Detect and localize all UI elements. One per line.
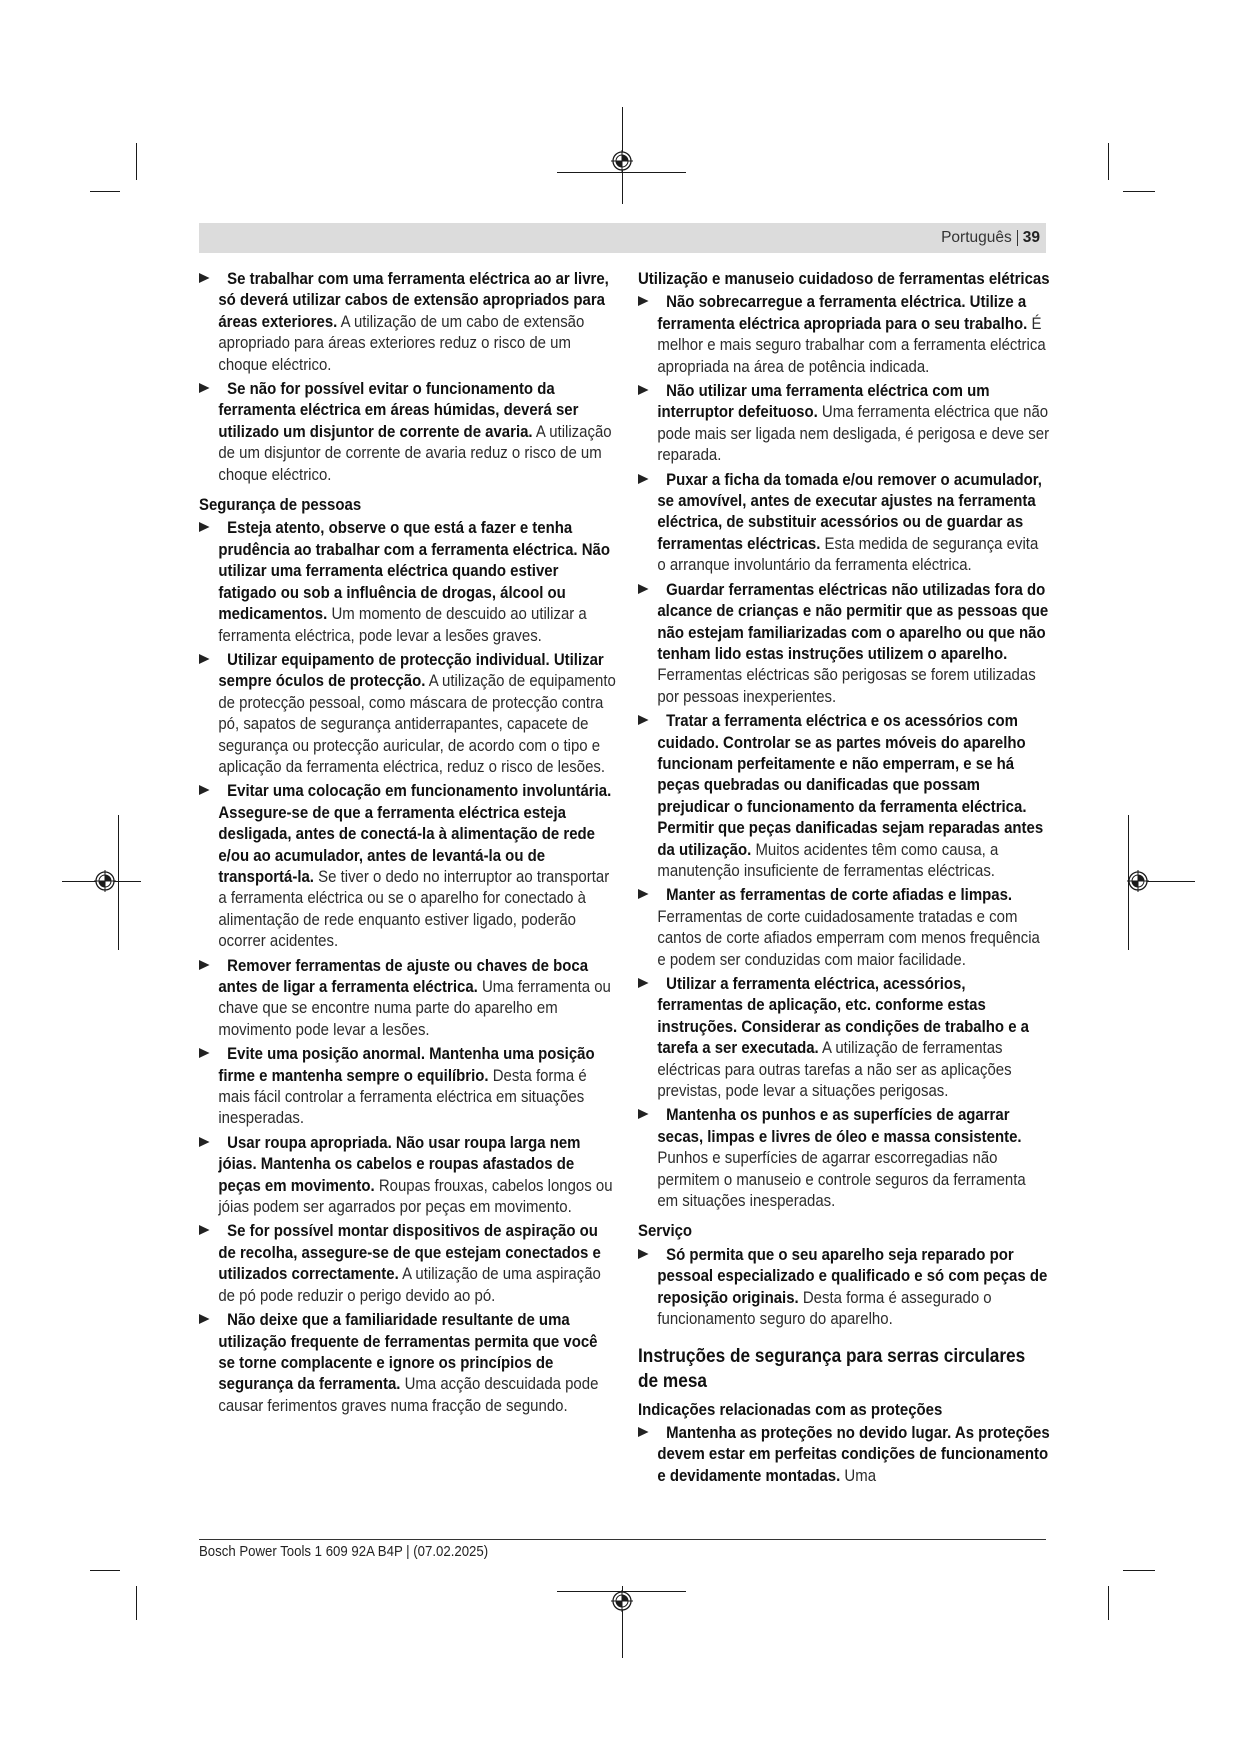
safety-instruction <box>638 469 1050 576</box>
right-column-content <box>638 268 1050 1486</box>
bullet-arrow-icon <box>199 1137 210 1147</box>
section-subheading: Indicações relacionadas com as proteções <box>638 1399 943 1419</box>
page-number: 39 <box>1022 229 1040 246</box>
safety-instruction <box>638 579 1050 707</box>
left-column-content <box>199 268 616 1416</box>
bullet-arrow-icon <box>638 1249 649 1259</box>
crop-mark <box>1123 191 1155 192</box>
instruction-emphasis: Não utilizar uma ferramenta eléctrica com um interruptor defeituoso. <box>657 381 990 422</box>
header-language: Português <box>941 229 1012 246</box>
instruction-emphasis: Mantenha as proteções no devido lugar. As proteções devem estar em perfeitas condições de funcionamento e devidamente montadas. <box>657 1422 1050 1485</box>
bullet-arrow-icon <box>199 1225 210 1235</box>
instruction-explanation: Uma ferramenta ou chave que se encontre numa parte do aparelho em movimento pode levar a lesões. <box>218 977 611 1039</box>
registration-mark-icon <box>610 149 634 173</box>
instruction-explanation: Uma acção descuidada pode causar ferimentos graves numa fracção de segundo. <box>218 1374 599 1415</box>
instruction-explanation: A utilização de ferramentas eléctricas para outras tarefas a não ser as aplicações previstas, pode levar a situações perigosas. <box>657 1038 1012 1101</box>
instruction-explanation: Roupas frouxas, cabelos longos ou jóias podem ser agarrados por peças em movimento. <box>218 1175 613 1217</box>
registration-mark-icon <box>610 1589 634 1613</box>
bullet-arrow-icon <box>199 785 210 795</box>
right-column <box>638 268 1050 1489</box>
instruction-explanation: Uma ferramenta eléctrica que não pode mais ser ligada nem desligada, é perigosa e deve ser reparada. <box>657 402 1050 465</box>
instruction-explanation: A utilização de equipamento de protecção pessoal, como máscara de protecção contra pó, sapatos de segurança antiderrapantes, capacete de segurança ou protecção auricular, de acordo com o tipo e aplicação da ferramenta eléctrica, reduz o risco de lesões. <box>218 671 616 776</box>
instruction-emphasis: Se não for possível evitar o funcionamento da ferramenta eléctrica em áreas húmidas, deverá ser utilizado um disjuntor de corrente de avaria. <box>218 379 579 441</box>
bullet-arrow-icon <box>638 978 649 988</box>
section-heading: Utilização e manuseio cuidadoso de ferramentas elétricas <box>638 269 1050 288</box>
safety-instruction <box>199 780 616 951</box>
safety-instruction <box>199 955 616 1041</box>
bullet-arrow-icon <box>638 385 649 395</box>
chapter-title: Instruções de segurança para serras circulares de mesa <box>638 1344 1026 1392</box>
instruction-emphasis: Utilizar a ferramenta eléctrica, acessórios, ferramentas de aplicação, etc. conforme estas instruções. Considerar as condições de trabalho e a tarefa a ser executada. <box>657 974 1029 1058</box>
safety-instruction <box>199 1043 616 1129</box>
bullet-arrow-icon <box>638 474 649 484</box>
safety-instruction <box>199 1309 616 1416</box>
instruction-emphasis: Puxar a ficha da tomada e/ou remover o acumulador, se amovível, antes de executar ajustes na ferramenta eléctrica, de substituir acessórios ou de guardar as ferramentas eléctricas. <box>657 469 1042 553</box>
instruction-explanation: Esta medida de segurança evita o arranque involuntário da ferramenta eléctrica. <box>657 533 1039 575</box>
instruction-explanation: A utilização de um cabo de extensão apropriado para áreas exteriores reduz o risco de um choque eléctrico. <box>218 311 585 374</box>
bullet-arrow-icon <box>638 584 649 594</box>
safety-instruction <box>638 973 1050 1101</box>
running-header <box>199 223 1046 253</box>
bullet-arrow-icon <box>638 1109 649 1119</box>
instruction-emphasis: Só permita que o seu aparelho seja reparado por pessoal especializado e qualificado e só com peças de reposição originais. <box>657 1244 1048 1307</box>
safety-instruction <box>199 517 616 645</box>
safety-instruction <box>199 268 616 375</box>
instruction-explanation: Ferramentas eléctricas são perigosas se forem utilizadas por pessoas inexperientes. <box>657 665 1036 706</box>
instruction-emphasis: Não sobrecarregue a ferramenta eléctrica. Utilize a ferramenta eléctrica apropriada para o seu trabalho. <box>657 292 1028 333</box>
instruction-explanation: A utilização de uma aspiração de pó pode reduzir o perigo devido ao pó. <box>218 1264 601 1305</box>
crop-mark <box>90 1570 120 1571</box>
instruction-emphasis: Manter as ferramentas de corte afiadas e limpas. <box>666 885 1013 905</box>
instruction-explanation: Punhos e superfícies de agarrar escorregadias não permitem o manuseio e controle seguros da ferramenta em situações inesperadas. <box>657 1148 1026 1211</box>
safety-instruction <box>199 1220 616 1306</box>
instruction-emphasis: Tratar a ferramenta eléctrica e os acessórios com cuidado. Controlar se as partes móveis do aparelho funcionam perfeitamente e não emperram, e se há peças quebradas ou danificadas que possam prejudicar o funcionamento da ferramenta eléctrica. Permitir que peças danificadas sejam reparadas antes da utilização. <box>657 711 1044 859</box>
crop-mark <box>90 191 120 192</box>
instruction-emphasis: Se trabalhar com uma ferramenta eléctrica ao ar livre, só deverá utilizar cabos de extensão apropriados para áreas exteriores. <box>218 269 609 331</box>
bullet-arrow-icon <box>199 1048 210 1058</box>
instruction-emphasis: Usar roupa apropriada. Não usar roupa larga nem jóias. Mantenha os cabelos e roupas afastados de peças em movimento. <box>218 1132 581 1195</box>
section-heading: Serviço <box>638 1221 693 1241</box>
bullet-arrow-icon <box>638 1427 649 1437</box>
footer-imprint: Bosch Power Tools 1 609 92A B4P | (07.02.2025) <box>199 1543 489 1560</box>
safety-instruction <box>638 380 1050 466</box>
section-heading: Segurança de pessoas <box>199 495 362 515</box>
instruction-explanation: Ferramentas de corte cuidadosamente tratadas e com cantos de corte afiados emperram com menos frequência e podem ser conduzidas com maior facilidade. <box>657 906 1040 969</box>
instruction-emphasis: Guardar ferramentas eléctricas não utilizadas fora do alcance de crianças e não permitir que as pessoas que não estejam familiarizadas com o aparelho ou que não tenham lido estas instruções utilizem o aparelho. <box>657 579 1049 663</box>
instruction-explanation: Um momento de descuido ao utilizar a ferramenta eléctrica, pode levar a lesões graves. <box>218 604 587 645</box>
instruction-emphasis: Mantenha os punhos e as superfícies de agarrar secas, limpas e livres de óleo e massa consistente. <box>657 1105 1022 1146</box>
bullet-arrow-icon <box>638 715 649 725</box>
instruction-emphasis: Remover ferramentas de ajuste ou chaves de boca antes de ligar a ferramenta eléctrica. <box>218 955 589 996</box>
safety-instruction <box>638 1104 1050 1211</box>
bullet-arrow-icon <box>199 960 210 970</box>
bullet-arrow-icon <box>199 522 210 532</box>
safety-instruction <box>638 884 1050 970</box>
safety-instruction <box>638 291 1050 377</box>
instruction-emphasis: Evite uma posição anormal. Mantenha uma posição firme e mantenha sempre o equilíbrio. <box>218 1044 595 1085</box>
left-column <box>199 268 616 1419</box>
instruction-explanation: Muitos acidentes têm como causa, a manutenção insuficiente de ferramentas eléctricas. <box>657 839 999 880</box>
registration-mark-icon <box>93 869 117 893</box>
bullet-arrow-icon <box>638 889 649 899</box>
safety-instruction <box>638 710 1050 881</box>
bullet-arrow-icon <box>199 273 210 283</box>
safety-instruction <box>638 1244 1050 1330</box>
instruction-emphasis: Utilizar equipamento de protecção individual. Utilizar sempre óculos de protecção. <box>218 649 604 691</box>
safety-instruction <box>199 1132 616 1218</box>
instruction-emphasis: Evitar uma colocação em funcionamento involuntária. Assegure-se de que a ferramenta eléctrica esteja desligada, antes de conectá-la à alimentação de rede e/ou ao acumulador, antes de levantá-la ou de transportá-la. <box>218 781 612 886</box>
bullet-arrow-icon <box>199 383 210 393</box>
header-label <box>941 223 1040 253</box>
crop-mark <box>1123 1570 1155 1571</box>
safety-instruction <box>199 378 616 485</box>
crop-mark <box>1108 143 1109 180</box>
instruction-explanation: Desta forma é assegurado o funcionamento seguro do aparelho. <box>657 1287 992 1329</box>
crop-mark <box>1108 1586 1109 1620</box>
registration-line <box>118 815 119 950</box>
footer-rule <box>199 1539 1046 1540</box>
bullet-arrow-icon <box>638 296 649 306</box>
instruction-explanation: Desta forma é mais fácil controlar a ferramenta eléctrica em situações inesperadas. <box>218 1065 587 1128</box>
bullet-arrow-icon <box>199 1314 210 1324</box>
instruction-emphasis: Esteja atento, observe o que está a fazer e tenha prudência ao trabalhar com a ferramenta eléctrica. Não utilizar uma ferramenta eléctrica quando estiver fatigado ou sob a influência de drogas, álcool ou medicamentos. <box>218 518 610 624</box>
header-divider <box>1017 230 1018 246</box>
registration-mark-icon <box>1126 869 1150 893</box>
instruction-explanation: A utilização de um disjuntor de corrente de avaria reduz o risco de um choque eléctrico. <box>218 421 612 484</box>
instruction-emphasis: Se for possível montar dispositivos de aspiração ou de recolha, assegure-se de que estejam conectados e utilizados correctamente. <box>218 1221 601 1284</box>
instruction-emphasis: Não deixe que a familiaridade resultante de uma utilização frequente de ferramentas permita que você se torne complacente e ignore os princípios de segurança da ferramenta. <box>218 1310 598 1394</box>
crop-mark <box>136 1586 137 1620</box>
crop-mark <box>136 143 137 180</box>
instruction-explanation: Se tiver o dedo no interruptor ao transportar a ferramenta eléctrica ou se o aparelho for conectado à alimentação de rede enquanto estiver ligado, poderão ocorrer acidentes. <box>218 866 610 951</box>
instruction-explanation: É melhor e mais seguro trabalhar com a ferramenta eléctrica apropriada na área de potência indicada. <box>657 313 1046 376</box>
safety-instruction <box>199 649 616 777</box>
instruction-explanation: Uma <box>844 1465 877 1485</box>
safety-instruction <box>638 1422 1050 1486</box>
bullet-arrow-icon <box>199 654 210 664</box>
